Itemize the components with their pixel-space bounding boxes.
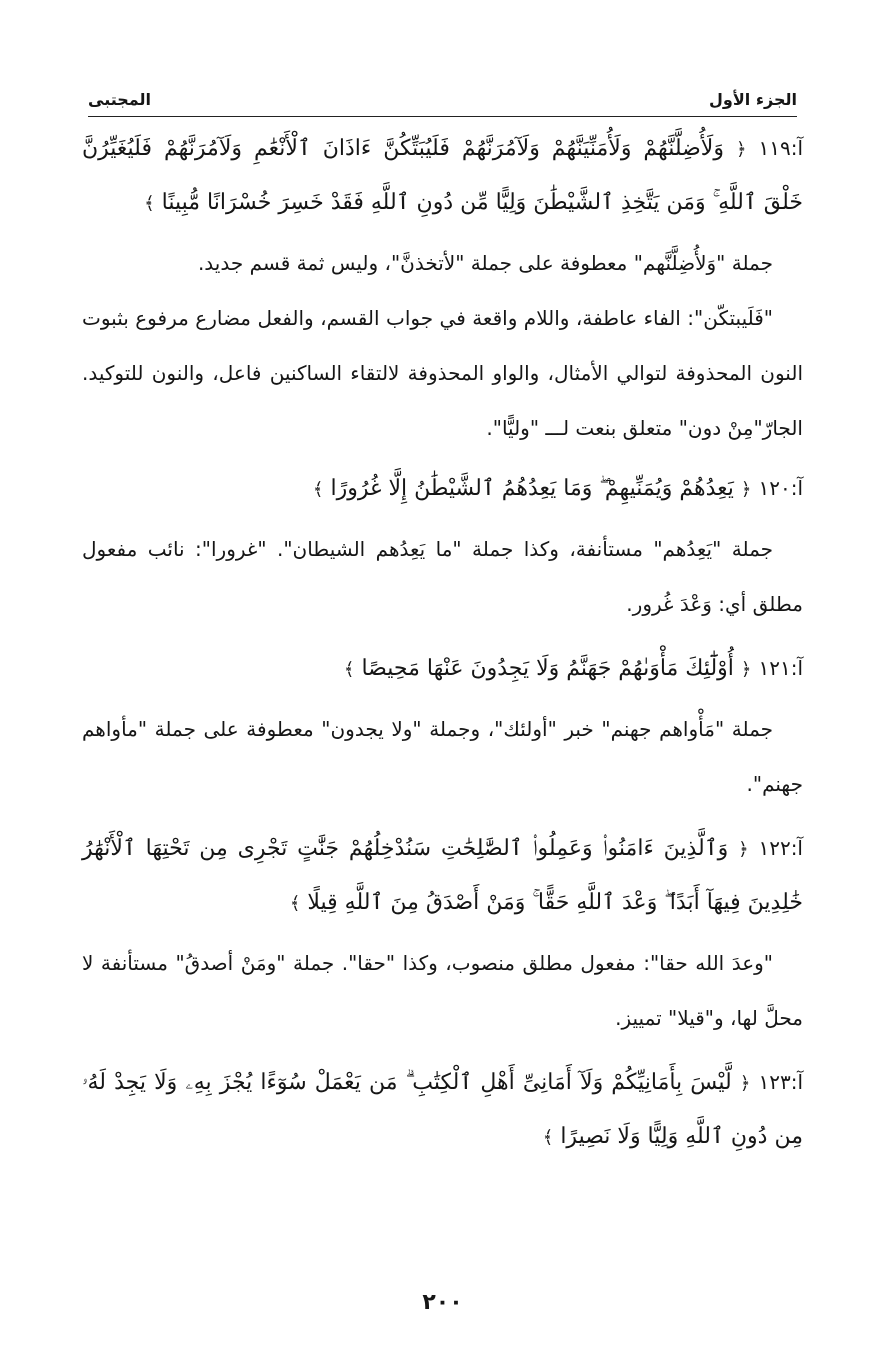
- ornate-bracket-close: ﴾: [343, 659, 355, 680]
- verse-121: [82, 642, 803, 696]
- ornate-bracket-open: ﴿: [738, 839, 749, 860]
- commentary-text: جملة "يَعِدُهم" مستأنفة، وكذا جملة "ما يَعِدُهم الشيطان". "غرورا": نائب مفعول مطلق أي: وَعْدَ غُرور.: [82, 537, 803, 616]
- ornate-bracket-open: ﴿: [740, 659, 752, 680]
- verse-text: وَٱلَّذِينَ ءَامَنُوا۟ وَعَمِلُوا۟ ٱلصَّٰلِحَٰتِ سَنُدْخِلُهُمْ جَنَّٰتٍ تَجْرِى مِن تَحْتِهَا: [145, 836, 729, 861]
- commentary-text: جملة "مَأْواهم جهنم" خبر "أولئك"، وجملة "ولا يجدون" معطوفة على جملة "مأواهم جهنم".: [82, 717, 803, 796]
- ornate-bracket-open: ﴿: [739, 1073, 751, 1094]
- verse-number: آ:١٢٠: [758, 476, 803, 500]
- verse-text: ٱلْأَنْهَٰرُ خَٰلِدِينَ فِيهَآ أَبَدًا ۖ وَعْدَ ٱللَّهِ حَقًّا ۚ وَمَنْ أَصْدَقُ مِنَ ٱللَّهِ قِيلًا: [82, 836, 803, 915]
- ornate-bracket-close: ﴾: [289, 893, 301, 914]
- ornate-bracket-close: ﴾: [542, 1127, 554, 1148]
- page-number: ٢٠٠: [422, 1290, 463, 1315]
- verse-text: وَلَا يَجِدْ لَهُۥ مِن دُونِ ٱللَّهِ وَلِيًّا وَلَا نَصِيرًا: [82, 1070, 803, 1149]
- verse-number: آ:١٢٢: [758, 836, 803, 860]
- verse-number: آ:١٢١: [758, 656, 803, 680]
- commentary-text: "فَلَيبتكّن": الفاء عاطفة، واللام واقعة في جواب القسم، والفعل مضارع مرفوع بثبوت النون المحذوفة لتوالي الأمثال، والواو المحذوفة لالتقاء الساكنين فاعل، والنون للتوكيد. الجارّ"مِنْ دون" متعلق بنعت لـــ "وليًّا".: [82, 306, 803, 440]
- verse-text: أُوْلَٰٓئِكَ مَأْوَىٰهُمْ جَهَنَّمُ وَلَا يَجِدُونَ عَنْهَا مَحِيصًا: [361, 656, 734, 681]
- verse-120: [82, 462, 803, 516]
- verse-number: آ:١٢٣: [758, 1070, 804, 1094]
- ornate-bracket-open: ﴿: [740, 479, 752, 500]
- commentary-120: [82, 522, 803, 632]
- verse-text: يَعِدُهُمْ وَيُمَنِّيهِمْ ۖ وَمَا يَعِدُهُمُ ٱلشَّيْطَٰنُ إِلَّا غُرُورًا: [330, 476, 734, 501]
- ornate-bracket-close: ﴾: [312, 479, 324, 500]
- running-header: [88, 86, 797, 117]
- commentary-text: جملة "وَلأُضِلَّنَّهم" معطوفة على جملة "لأتخذنَّ"، وليس ثمة قسم جديد.: [197, 251, 773, 275]
- commentary-121: [82, 702, 803, 812]
- verse-number: آ:١١٩: [758, 136, 804, 160]
- commentary-text: "وعدَ الله حقا": مفعول مطلق منصوب، وكذا "حقا". جملة "ومَنْ أصدقُ" مستأنفة لا محلَّ لها، و"قيلا" تمييز.: [82, 951, 803, 1030]
- header-book-title: المجتبى: [88, 90, 151, 109]
- verse-123: [82, 1056, 803, 1164]
- verse-122: [82, 822, 803, 930]
- verse-text: وَلَأُضِلَّنَّهُمْ وَلَأُمَنِّيَنَّهُمْ وَلَآمُرَنَّهُمْ فَلَيُبَتِّكُنَّ ءَاذَانَ ٱلْأَنْعَٰمِ وَلَآمُرَنَّهُمْ: [163, 136, 724, 161]
- ornate-bracket-open: ﴿: [735, 139, 747, 160]
- page-body: [82, 122, 803, 1164]
- commentary-122: [82, 936, 803, 1046]
- ornate-bracket-close: ﴾: [144, 193, 155, 214]
- verse-text: لَّيْسَ بِأَمَانِيِّكُمْ وَلَآ أَمَانِىِّ أَهْلِ ٱلْكِتَٰبِ ۗ مَن يَعْمَلْ سُوٓءًا يُجْزَ بِهِۦ: [185, 1070, 732, 1095]
- verse-text: فَلَيُغَيِّرُنَّ خَلْقَ ٱللَّهِ ۚ وَمَن يَتَّخِذِ ٱلشَّيْطَٰنَ وَلِيًّا مِّن دُونِ ٱللَّهِ فَقَدْ خَسِرَ خُسْرَانًا مُّبِينًا: [82, 136, 803, 215]
- commentary-119: [82, 236, 803, 456]
- header-part-title: الجزء الأول: [709, 90, 797, 109]
- verse-119: [82, 122, 803, 230]
